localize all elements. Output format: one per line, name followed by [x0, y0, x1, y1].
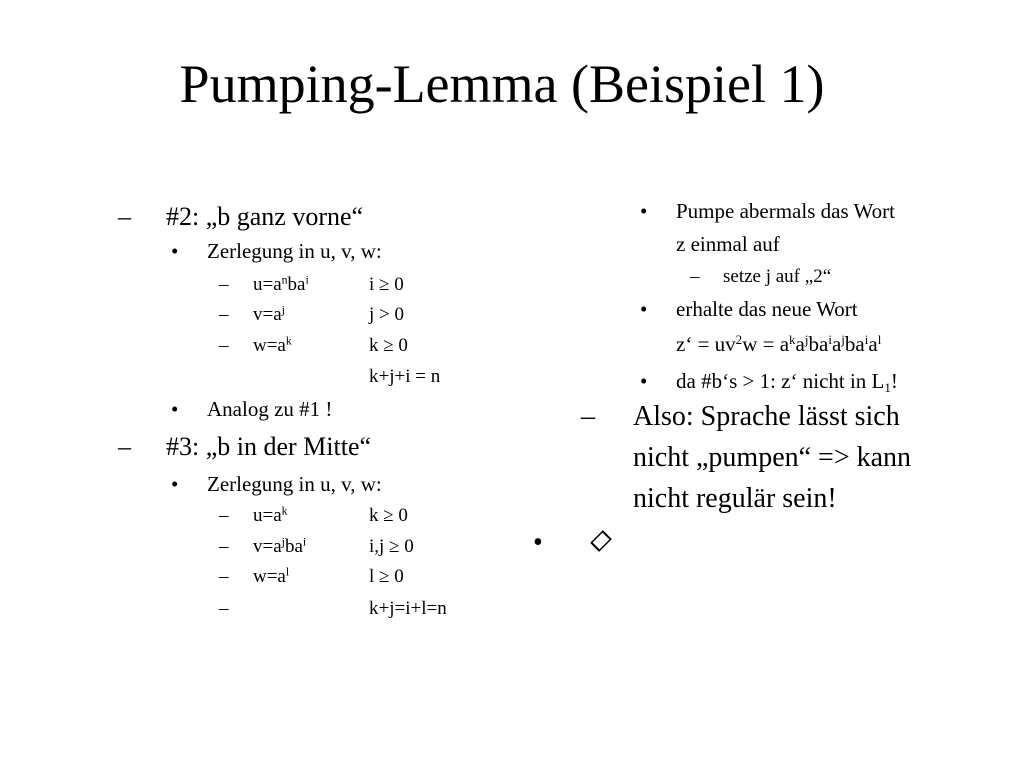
- bullet-marker: •: [640, 199, 648, 223]
- dash-marker: –: [219, 536, 229, 557]
- case-3-u-formula: $u=a^k$: [253, 504, 288, 526]
- conclusion-line-3: nicht regulär sein!: [633, 483, 837, 514]
- erhalte-line-1: erhalte das neue Wort: [676, 297, 858, 321]
- case-2-analog: Analog zu #1 !: [207, 397, 333, 421]
- case-2-v-condition: j > 0: [369, 304, 404, 325]
- case-3-v-condition: i,j ≥ 0: [369, 536, 414, 557]
- setze-j: setze j auf „2“: [723, 266, 832, 287]
- bullet-marker: •: [171, 397, 179, 421]
- dash-marker: –: [219, 505, 229, 526]
- bullet-marker: •: [533, 527, 543, 558]
- diamond-icon: [592, 532, 610, 554]
- dash-marker: –: [219, 304, 229, 325]
- bullet-marker: •: [171, 472, 179, 496]
- case-2-heading: #2: „b ganz vorne“: [166, 202, 364, 231]
- case-2-w-condition: k ≥ 0: [369, 335, 408, 356]
- dash-marker: –: [219, 274, 229, 295]
- dash-marker: –: [581, 401, 595, 432]
- case-3-v-formula: $v=a^jba^i$: [253, 535, 307, 557]
- dash-marker: –: [219, 598, 229, 619]
- case-2-zerlegung: Zerlegung in u, v, w:: [207, 239, 382, 263]
- pump-line-1: Pumpe abermals das Wort: [676, 199, 895, 223]
- dash-marker: –: [219, 335, 229, 356]
- dash-marker: –: [118, 432, 131, 461]
- case-3-w-formula: $w=a^l$: [253, 565, 290, 587]
- case-2-v-formula: $v=a^j$: [253, 303, 285, 325]
- dash-marker: –: [219, 566, 229, 587]
- case-3-w-condition: l ≥ 0: [369, 566, 404, 587]
- conclusion-line-2: nicht „pumpen“ => kann: [633, 442, 912, 473]
- case-3-heading: #3: „b in der Mitte“: [166, 432, 372, 461]
- pump-line-2: z einmal auf: [676, 232, 780, 256]
- dash-marker: –: [118, 202, 131, 231]
- bullet-marker: •: [640, 297, 648, 321]
- case-3-zerlegung: Zerlegung in u, v, w:: [207, 472, 382, 496]
- slide-title: Pumping-Lemma (Beispiel 1): [179, 54, 825, 114]
- case-2-u-formula: $u=a^nba^i$: [253, 273, 309, 295]
- dash-marker: –: [690, 266, 700, 287]
- count-b-line: da #b‘s > 1: z‘ nicht in $L_1$!: [676, 369, 898, 395]
- bullet-marker: •: [640, 369, 648, 393]
- case-2-u-condition: i ≥ 0: [369, 274, 404, 295]
- case-3-sum-condition: k+j=i+l=n: [369, 598, 447, 619]
- case-2-w-formula: $w=a^k$: [253, 334, 292, 356]
- conclusion-line-1: Also: Sprache lässt sich: [633, 401, 900, 432]
- case-3-u-condition: k ≥ 0: [369, 505, 408, 526]
- case-2-sum-condition: k+j+i = n: [369, 366, 441, 387]
- bullet-marker: •: [171, 239, 179, 263]
- new-word-formula: z‘ = $uv^2w = a^ka^jba^ia^jba^ia^l$: [676, 331, 882, 356]
